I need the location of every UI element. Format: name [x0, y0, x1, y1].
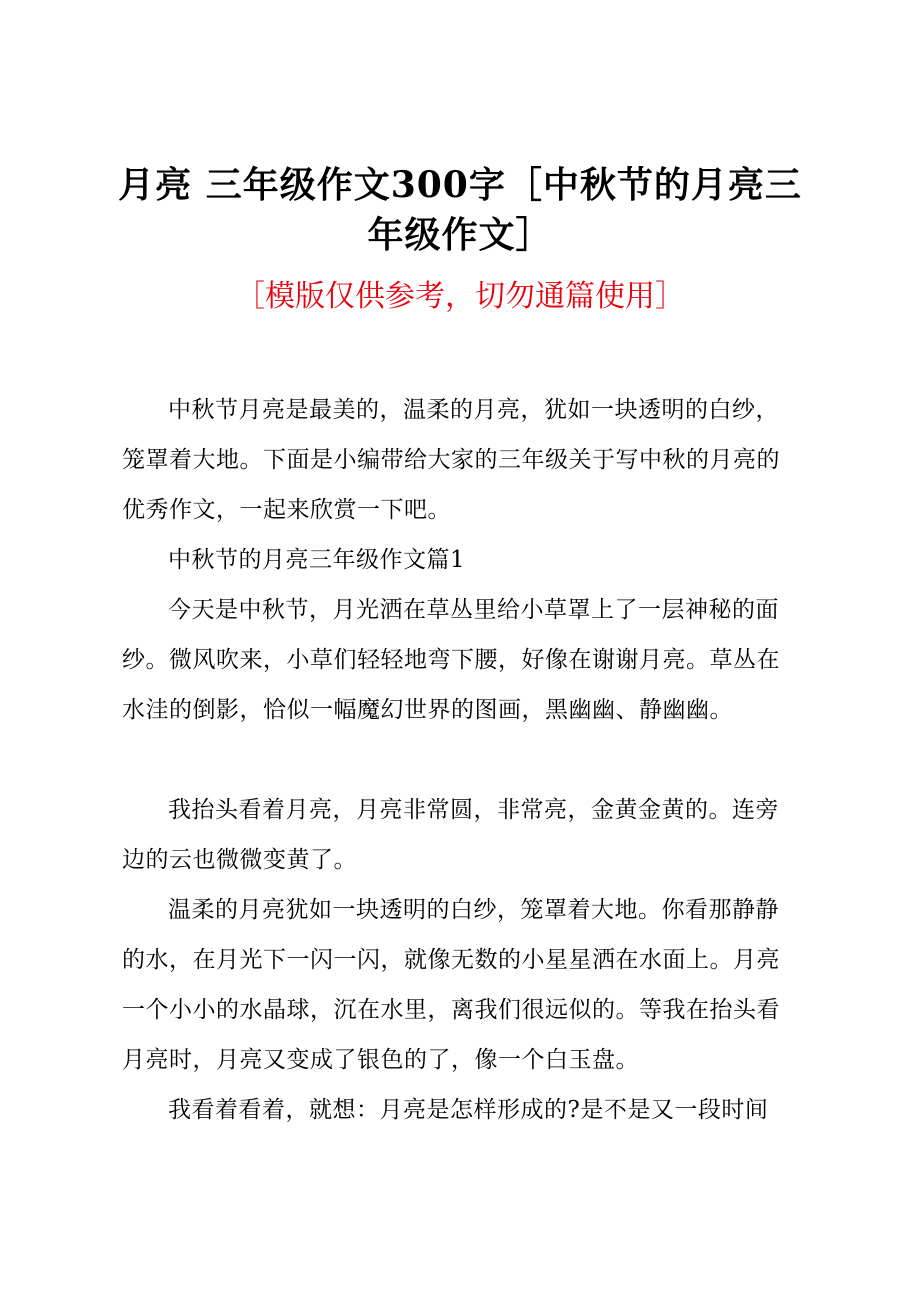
body-paragraph: 今天是中秋节，月光洒在草丛里给小草罩上了一层神秘的面纱。微风吹来，小草们轻轻地弯下腰，好像在谢谢月亮。草丛在水洼的倒影，恰似一幅魔幻世界的图画，黑幽幽、静幽幽。 [122, 597, 780, 723]
intro-paragraph: 中秋节月亮是最美的，温柔的月亮，犹如一块透明的白纱，笼罩着大地。下面是小编带给大家的三年级关于写中秋的月亮的优秀作文，一起来欣赏一下吧。 [122, 397, 780, 523]
body-paragraph: 温柔的月亮犹如一块透明的白纱，笼罩着大地。你看那静静的水，在月光下一闪一闪，就像无数的小星星洒在水面上。月亮一个小小的水晶球，沉在水里，离我们很远似的。等我在抬头看月亮时，月亮又变成了银色的了，像一个白玉盘。 [122, 897, 780, 1073]
document-body [122, 385, 798, 1135]
body-paragraph: 我看着看着，就想：月亮是怎样形成的?是不是又一段时间 [168, 1097, 769, 1123]
body-paragraph: 我抬头看着月亮，月亮非常圆，非常亮，金黄金黄的。连旁边的云也微微变黄了。 [122, 797, 779, 873]
document-title: 月亮 三年级作文300字［中秋节的月亮三年级作文］ [118, 164, 802, 256]
section-heading: 中秋节的月亮三年级作文篇1 [168, 547, 466, 573]
template-notice: ［模版仅供参考，切勿通篇使用］ [235, 279, 685, 314]
